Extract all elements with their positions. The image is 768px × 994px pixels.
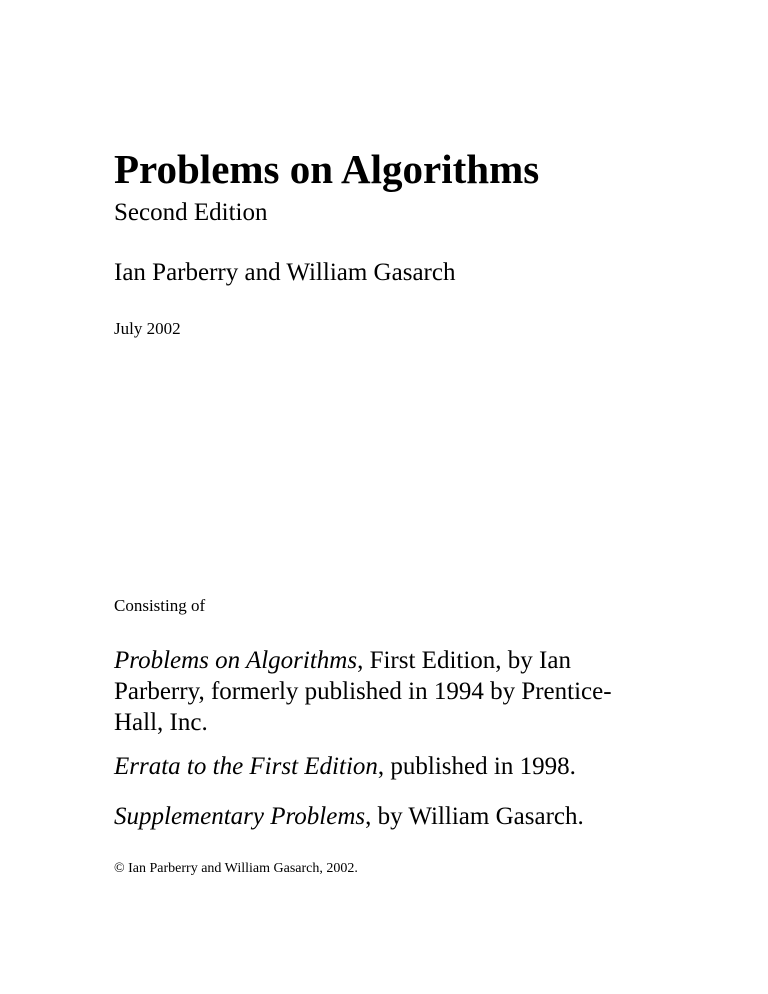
contents-item-errata xyxy=(114,751,634,782)
publication-date: July 2002 xyxy=(114,319,181,338)
contents-item-description: , by William Gasarch. xyxy=(365,803,584,830)
contents-item-description: , published in 1998. xyxy=(377,753,576,780)
book-title: Problems on Algorithms xyxy=(114,146,540,192)
consisting-of-label: Consisting of xyxy=(114,596,206,615)
copyright-notice: © Ian Parberry and William Gasarch, 2002. xyxy=(114,861,358,876)
contents-item-supplementary xyxy=(114,801,634,832)
contents-item-description: , First Edition, by Ian Parberry, formerly published in 1994 by Prentice-Hall, Inc. xyxy=(114,647,612,736)
contents-item-first-edition xyxy=(114,645,619,738)
authors-line: Ian Parberry and William Gasarch xyxy=(114,259,456,286)
contents-item-title: Supplementary Problems xyxy=(114,803,366,830)
edition-label: Second Edition xyxy=(114,199,268,226)
contents-item-title: Problems on Algorithms xyxy=(114,647,358,674)
contents-item-title: Errata to the First Edition xyxy=(114,753,378,780)
